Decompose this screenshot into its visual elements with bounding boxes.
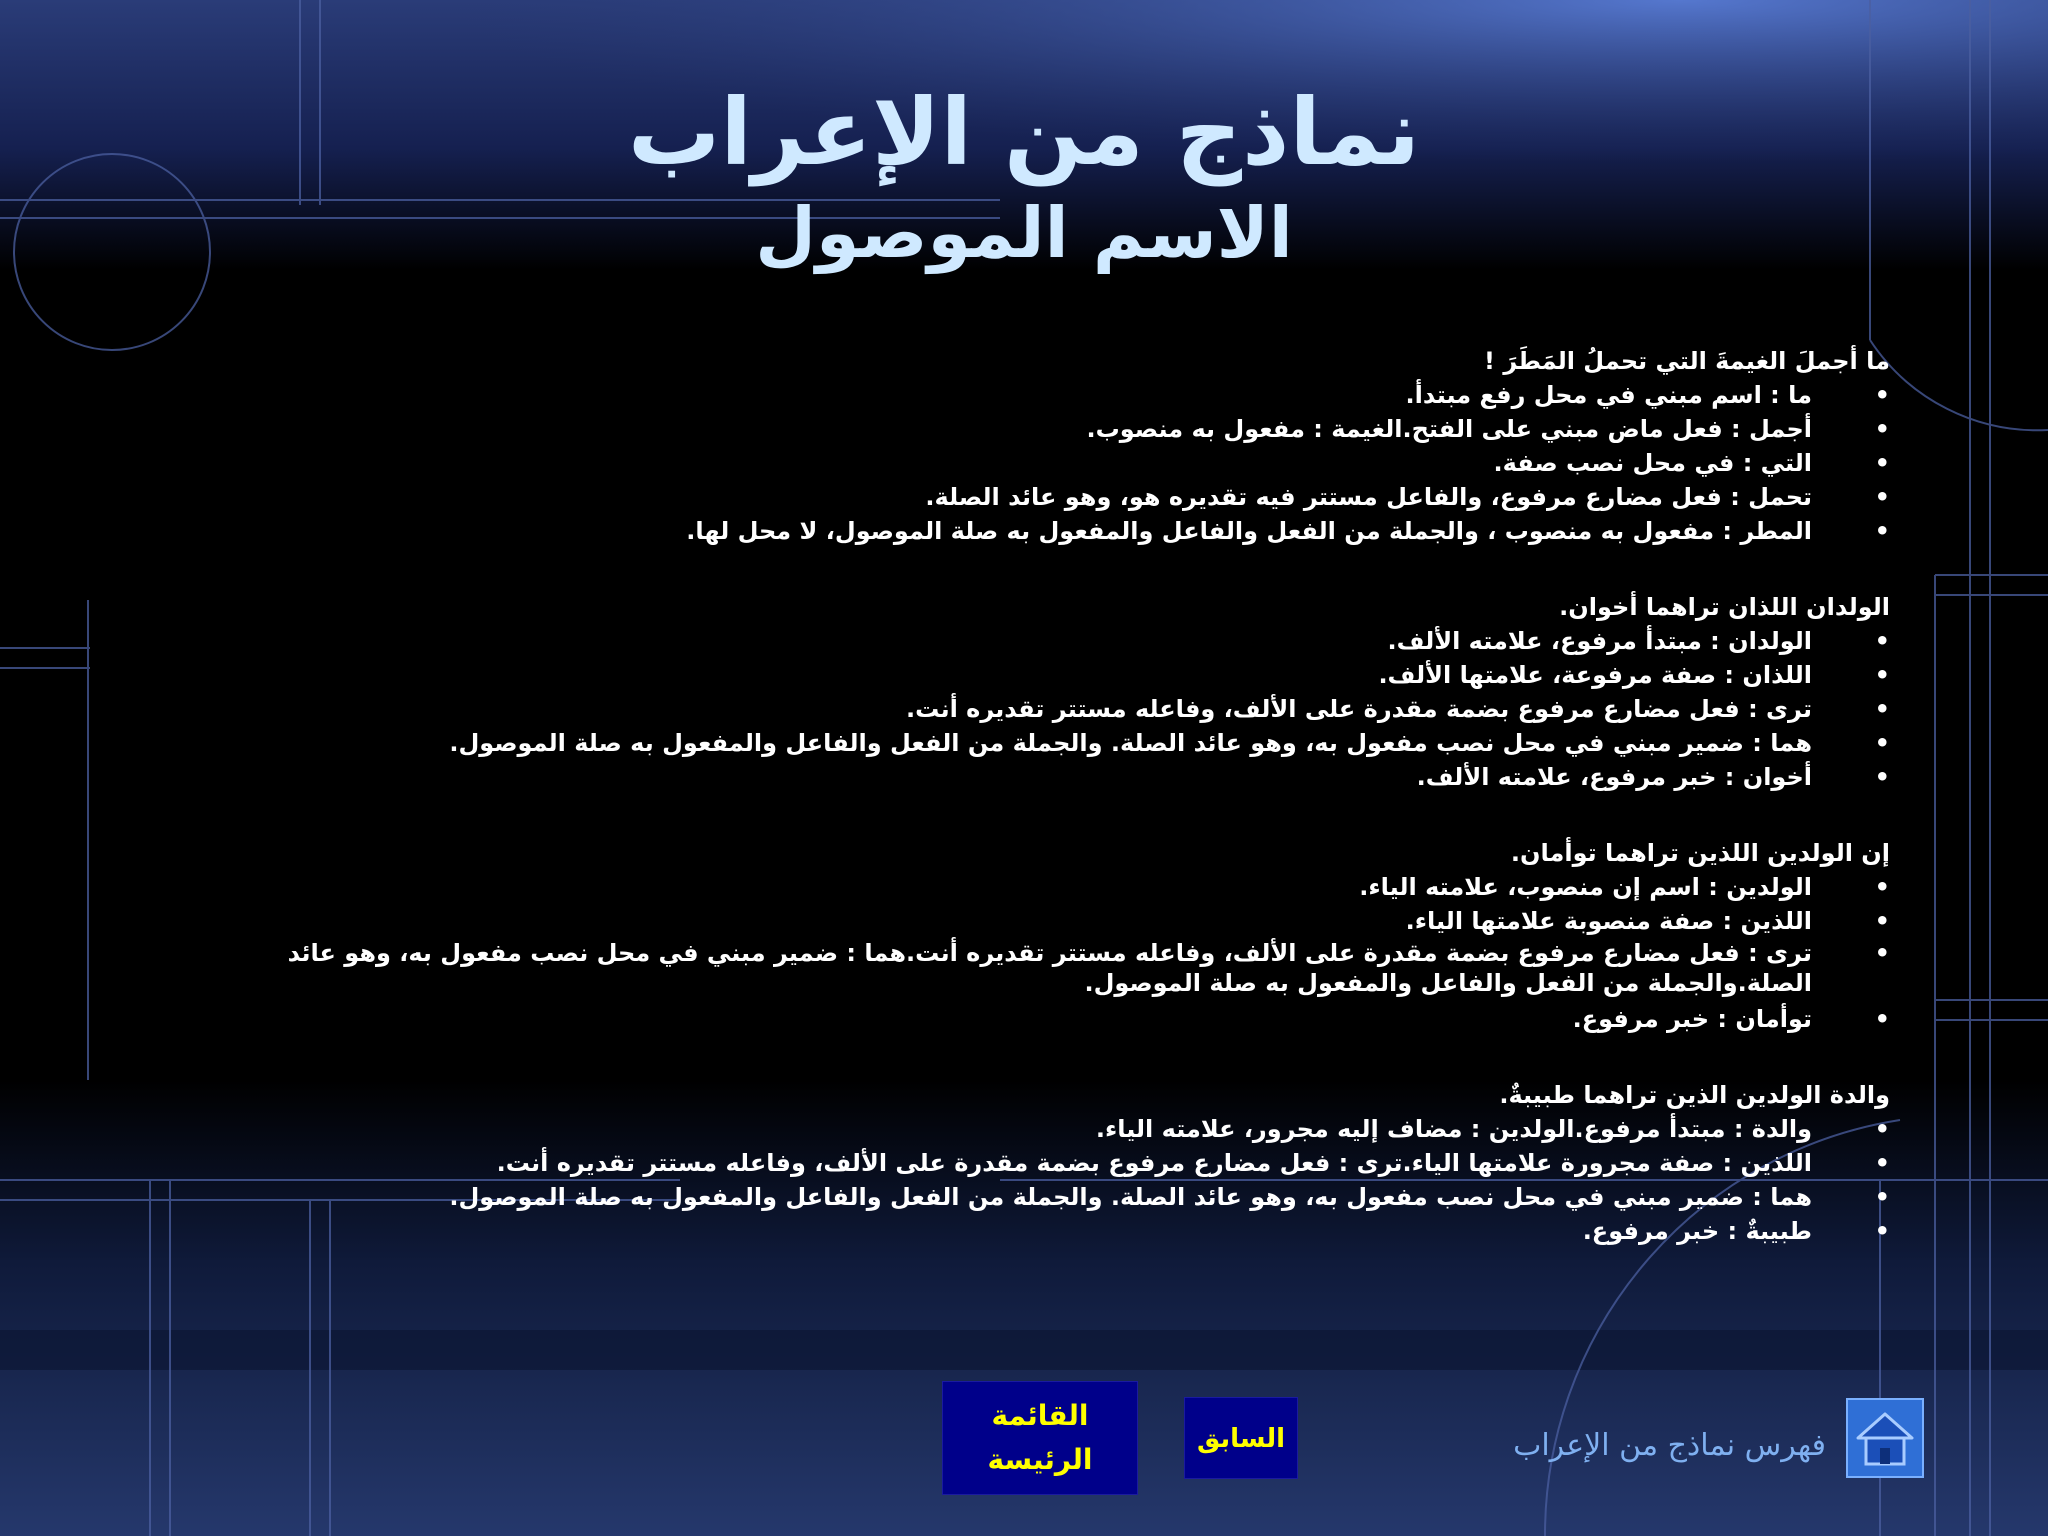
list-item bbox=[170, 514, 1890, 548]
section-heading: والدة الولدين الذين تراهما طبيبةٌ. bbox=[1499, 1081, 1890, 1109]
bullet: • bbox=[1874, 873, 1890, 901]
bullet: • bbox=[1874, 1183, 1890, 1211]
list-item-text: أجمل : فعل ماض مبني على الفتح.الغيمة : مفعول به منصوب. bbox=[1086, 415, 1812, 443]
bullet: • bbox=[1874, 661, 1890, 689]
bullet: • bbox=[1874, 729, 1890, 757]
list-item-text: الولدان : مبتدأ مرفوع، علامته الألف. bbox=[1387, 627, 1812, 655]
spacer bbox=[170, 794, 1890, 836]
bullet: • bbox=[1874, 1149, 1890, 1177]
list-item bbox=[170, 1180, 1890, 1214]
home-index-link[interactable]: فهرس نماذج من الإعراب bbox=[1513, 1428, 1826, 1463]
list-item-text: توأمان : خبر مرفوع. bbox=[1572, 1005, 1812, 1033]
bullet: • bbox=[1874, 415, 1890, 443]
list-item-text: هما : ضمير مبني في محل نصب مفعول به، وهو عائد الصلة. والجملة من الفعل والفاعل والمفعول به صلة الموصول. bbox=[449, 1183, 1812, 1211]
bullet: • bbox=[1874, 381, 1890, 409]
list-item-text: طبيبةٌ : خبر مرفوع. bbox=[1582, 1217, 1812, 1245]
list-item bbox=[170, 412, 1890, 446]
spacer bbox=[170, 548, 1890, 590]
list-item bbox=[170, 624, 1890, 658]
slide-subtitle: الاسم الموصول bbox=[755, 192, 1293, 274]
list-item bbox=[170, 726, 1890, 760]
list-item bbox=[170, 378, 1890, 412]
list-item-text: اللذين : صفة منصوبة علامتها الياء. bbox=[1405, 907, 1812, 935]
main-menu-button[interactable] bbox=[942, 1381, 1138, 1495]
list-item bbox=[170, 480, 1890, 514]
list-item bbox=[170, 938, 1890, 1002]
list-item-text: ترى : فعل مضارع مرفوع بضمة مقدرة على الألف، وفاعله مستتر تقديره أنت.هما : ضمير مبني في محل نصب مفعول به، وهو عائد الصلة.والجملة من الفعل والفاعل والمفعول به صلة الموصول. bbox=[287, 939, 1812, 997]
list-item-text: ترى : فعل مضارع مرفوع بضمة مقدرة على الألف، وفاعله مستتر تقديره أنت. bbox=[906, 695, 1812, 723]
list-item bbox=[170, 658, 1890, 692]
list-item bbox=[170, 1214, 1890, 1248]
list-item-text: ما : اسم مبني في محل رفع مبتدأ. bbox=[1405, 381, 1812, 409]
list-item-text: والدة : مبتدأ مرفوع.الولدين : مضاف إليه مجرور، علامته الياء. bbox=[1095, 1115, 1812, 1143]
list-item bbox=[170, 904, 1890, 938]
section bbox=[170, 590, 1890, 794]
list-item-text: أخوان : خبر مرفوع، علامته الألف. bbox=[1416, 763, 1812, 791]
bullet: • bbox=[1874, 1005, 1890, 1033]
list-item bbox=[170, 1002, 1890, 1036]
spacer bbox=[170, 1036, 1890, 1078]
bullet: • bbox=[1874, 1115, 1890, 1143]
bullet: • bbox=[1874, 1217, 1890, 1245]
content-area bbox=[170, 344, 1890, 1248]
list-item-text: التي : في محل نصب صفة. bbox=[1493, 449, 1812, 477]
list-item-text: اللذين : صفة مجرورة علامتها الياء.ترى : فعل مضارع مرفوع بضمة مقدرة على الألف، وفاعله مستتر تقديره أنت. bbox=[496, 1149, 1812, 1177]
list-item-text: تحمل : فعل مضارع مرفوع، والفاعل مستتر فيه تقديره هو، وهو عائد الصلة. bbox=[925, 483, 1812, 511]
bullet: • bbox=[1874, 907, 1890, 935]
bullet: • bbox=[1874, 517, 1890, 545]
previous-button[interactable]: السابق bbox=[1184, 1397, 1298, 1479]
list-item-text: المطر : مفعول به منصوب ، والجملة من الفعل والفاعل والمفعول به صلة الموصول، لا محل لها. bbox=[686, 517, 1812, 545]
section-heading: ما أجملَ الغيمةَ التي تحملُ المَطَرَ ! bbox=[1484, 347, 1890, 375]
section-heading: إن الولدين اللذين تراهما توأمان. bbox=[1510, 839, 1890, 867]
home-icon bbox=[1848, 1400, 1922, 1476]
bullet: • bbox=[1874, 939, 1890, 967]
list-item bbox=[170, 760, 1890, 794]
section bbox=[170, 836, 1890, 1036]
main-menu-label-line2: الرئيسة bbox=[987, 1443, 1093, 1476]
section-heading: الولدان اللذان تراهما أخوان. bbox=[1559, 593, 1890, 621]
section bbox=[170, 344, 1890, 548]
bullet: • bbox=[1874, 449, 1890, 477]
list-item bbox=[170, 692, 1890, 726]
home-button[interactable] bbox=[1846, 1398, 1924, 1478]
section bbox=[170, 1078, 1890, 1248]
list-item bbox=[170, 1112, 1890, 1146]
list-item bbox=[170, 1146, 1890, 1180]
list-item-text: الولدين : اسم إن منصوب، علامته الياء. bbox=[1359, 873, 1812, 901]
main-menu-label-line1: القائمة bbox=[991, 1399, 1089, 1432]
list-item bbox=[170, 446, 1890, 480]
bullet: • bbox=[1874, 695, 1890, 723]
slide-title: نماذج من الإعراب bbox=[627, 79, 1421, 186]
bullet: • bbox=[1874, 483, 1890, 511]
bullet: • bbox=[1874, 627, 1890, 655]
list-item-text: هما : ضمير مبني في محل نصب مفعول به، وهو عائد الصلة. والجملة من الفعل والفاعل والمفعول به صلة الموصول. bbox=[449, 729, 1812, 757]
bullet: • bbox=[1874, 763, 1890, 791]
list-item-text: اللذان : صفة مرفوعة، علامتها الألف. bbox=[1378, 661, 1812, 689]
list-item bbox=[170, 870, 1890, 904]
